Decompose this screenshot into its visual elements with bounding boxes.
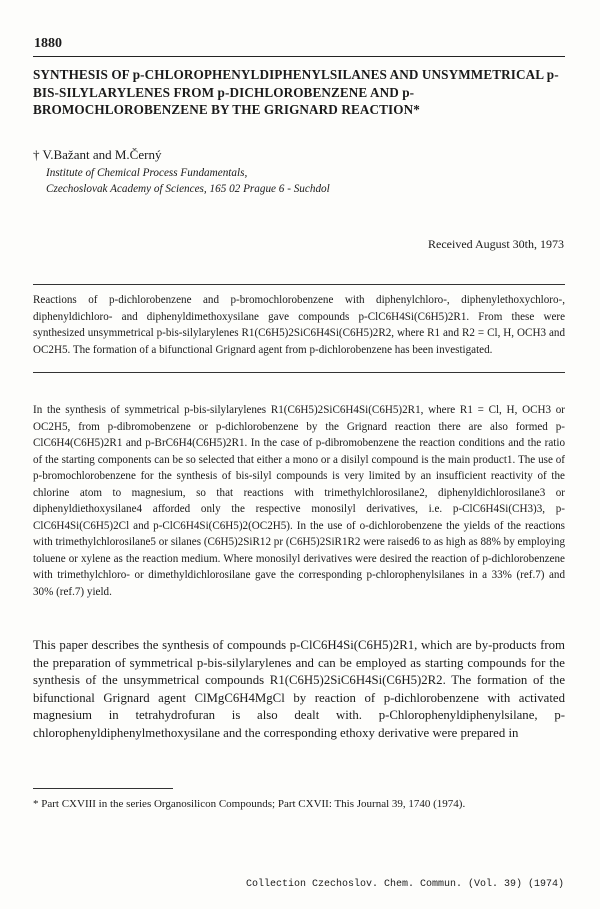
abstract-text: Reactions of p-dichlorobenzene and p-bromochlorobenzene with diphenylchloro-, diphenylethoxychloro-, diphenyldichloro- and diphenyldimethoxysilane gave compounds p-ClC6H4Si(C6H5)2R1. From these were synthesized unsymmetrical p-bis-silylarylenes R1(C6H5)2SiC6H4Si(C6H5)2R2, where R1 and R2 = Cl, H, OCH3 and OC2H5. The formation of a bifunctional Grignard agent from p-dichlorobenzene has been investigated. [33,294,565,356]
header-rule [33,56,565,57]
received-date: Received August 30th, 1973 [428,237,564,251]
affiliation [46,165,330,197]
page-number: 1880 [34,36,62,51]
authors [33,147,161,163]
abstract-rule-bottom [33,372,565,373]
abstract [33,292,565,358]
footnote-rule [33,788,173,789]
footnote-text: * Part CXVIII in the series Organosilicon Compounds; Part CXVII: This Journal 39, 1740 (1974). [33,798,466,810]
author-1: V.Bažant [42,147,90,162]
abstract-rule-top [33,284,565,285]
body-paragraph [33,637,565,743]
intro-paragraph [33,402,565,600]
footnote [33,796,565,812]
journal-reference: Collection Czechoslov. Chem. Commun. (Vol. 39) (1974) [245,879,564,890]
title-text: SYNTHESIS OF p-CHLOROPHENYLDIPHENYLSILANES AND UNSYMMETRICAL p-BIS-SILYLARYLENES FROM p-DICHLOROBENZENE AND p-BROMOCHLOROBENZENE BY THE GRIGNARD REACTION* [33,67,559,117]
body-text: This paper describes the synthesis of compounds p-ClC6H4Si(C6H5)2R1, which are by-products from the preparation of symmetrical p-bis-silylarylenes and can be employed as starting compounds for the synthesis of the unsymmetrical compounds R1(C6H5)2SiC6H4Si(C6H5)2R2. The formation of the bifunctional Grignard agent ClMgC6H4MgCl by reaction of p-dichlorobenzene with activated magnesium in tetrahydrofuran is also dealt with. p-Chlorophenyldiphenylsilane, p-chlorophenyldiphenylmethoxysilane and the corresponding ethoxy derivative were prepared in [33,638,565,740]
affiliation-line-2: Czechoslovak Academy of Sciences, 165 02 Prague 6 - Suchdol [46,183,330,195]
author-2: M.Černý [114,147,162,162]
article-title [33,66,565,119]
intro-text: In the synthesis of symmetrical p-bis-silylarylenes R1(C6H5)2SiC6H4Si(C6H5)2R1, where R1 = Cl, H, OCH3 or OC2H5, from p-dibromobenzene or p-dichlorobenzene by the Grignard reaction there are also formed p-ClC6H4(C6H5)2R1 and p-BrC6H4(C6H5)2R1. In the case of p-dibromobenzene the reaction conditions and the ratio of the starting components can be so selected that either a mono or a disilyl compound is the main product1. The use of p-bromochlorobenzene for the synthesis of bis-silyl compounds is very limited by an insufficient reactivity of the chlorine atom to magnesium, so that reactions with trimethylchlorosilane2, diphenyldichlorosilane3 or diphenyldiethoxysilane4 afforded only the respective monosilyl derivatives, i.e. p-ClC6H4Si(CH3)3, p-ClC6H4Si(C6H5)2Cl and p-ClC6H4Si(C6H5)2(OC2H5). In the use of o-dichlorobenzene the yields of the reactions with trimethylchlorosilane5 or silanes (C6H5)2SiR12 pr (C6H5)2SiR1R2 were raised6 to as high as 88% by employing toluene or xylene as the reaction medium. Where monosilyl derivatives were desired the reaction of p-dichlorobenzene with trimethylchloro- or dimethyldichlorosilane gave the corresponding p-chlorophenylsilanes in a 33% (ref.7) and 30% (ref.7) yield. [33,404,565,598]
dagger-mark: † [33,147,40,162]
affiliation-line-1: Institute of Chemical Process Fundamentals, [46,167,248,179]
author-joiner: and [89,147,115,162]
